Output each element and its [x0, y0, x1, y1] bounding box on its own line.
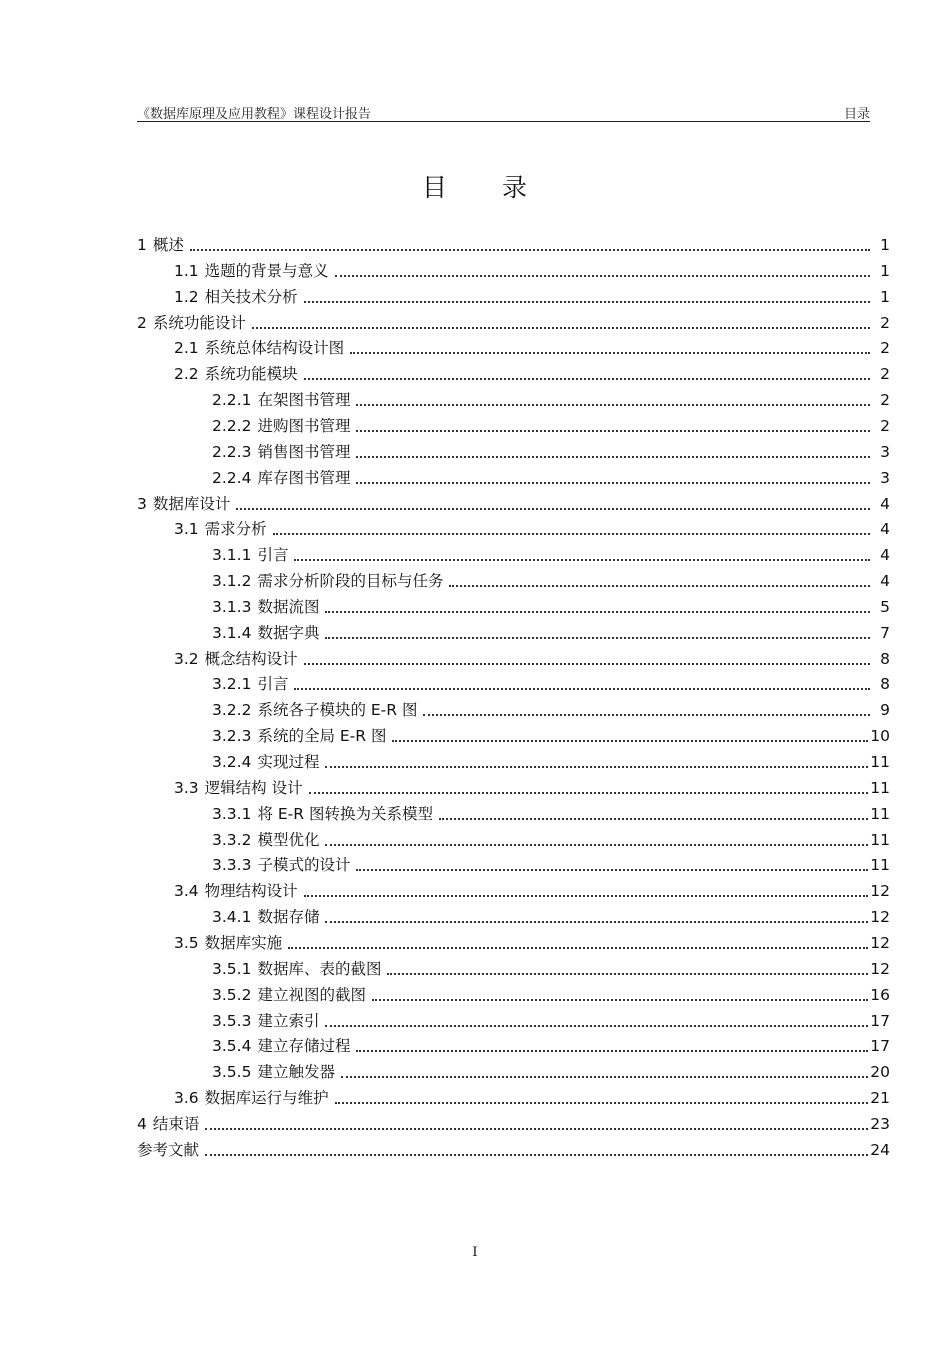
toc-entry[interactable]	[212, 384, 890, 410]
toc-entry[interactable]	[174, 332, 890, 358]
dot-leader	[392, 739, 868, 742]
toc-entry-page: 10	[870, 727, 890, 746]
toc-entry[interactable]	[212, 617, 890, 643]
toc-entry-number: 3.1.2	[212, 572, 252, 591]
toc-entry[interactable]	[212, 1005, 890, 1031]
toc-entry-page: 12	[870, 882, 890, 901]
toc-entry-number: 3	[137, 494, 147, 513]
toc-entry-number: 3.4.1	[212, 908, 252, 927]
toc-entry-page: 12	[870, 959, 890, 978]
toc-entry[interactable]	[137, 229, 890, 255]
toc-entry-number: 3.1.1	[212, 546, 252, 565]
toc-entry-page: 20	[870, 1063, 890, 1082]
toc-entry-number: 2	[137, 313, 147, 332]
dot-leader	[252, 326, 870, 329]
toc-entry[interactable]	[212, 410, 890, 436]
toc-entry[interactable]	[212, 1030, 890, 1056]
toc-entry-number: 2.2.3	[212, 442, 252, 461]
toc-entry-number: 2.2.1	[212, 391, 252, 410]
toc-entry-page: 1	[880, 287, 890, 306]
header-document-title: 《数据库原理及应用教程》课程设计报告	[137, 107, 372, 122]
toc-entry-title: 建立视图的截图	[257, 985, 366, 1004]
toc-entry-page: 2	[880, 391, 890, 410]
toc-entry-page: 11	[870, 753, 890, 771]
toc-entry[interactable]	[212, 694, 890, 720]
toc-entry-title: 相关技术分析	[204, 287, 298, 306]
dot-leader	[350, 351, 870, 354]
dot-leader	[325, 843, 868, 846]
toc-entry-title: 建立索引	[257, 1011, 320, 1030]
toc-entry[interactable]	[212, 565, 890, 591]
toc-entry-number: 3.5.1	[212, 959, 252, 978]
toc-entry-page: 2	[880, 416, 890, 435]
toc-entry-title: 建立触发器	[257, 1063, 335, 1082]
dot-leader	[325, 636, 870, 639]
toc-entry-number: 4	[137, 1114, 147, 1133]
toc-entry[interactable]	[212, 539, 890, 565]
toc-entry[interactable]	[174, 1082, 890, 1108]
toc-entry-number: 3.1.3	[212, 597, 252, 616]
toc-entry-page: 23	[870, 1114, 890, 1133]
dot-leader	[356, 455, 870, 458]
toc-entry[interactable]	[212, 824, 890, 850]
toc-entry-number: 3.2	[174, 649, 199, 668]
dot-leader	[236, 507, 870, 510]
dot-leader	[449, 584, 870, 587]
dot-leader	[372, 998, 868, 1001]
toc-entry-number: 3.6	[174, 1089, 199, 1108]
dot-leader	[309, 791, 869, 794]
toc-entry[interactable]	[174, 927, 890, 953]
title-char-2: 录	[502, 173, 529, 202]
toc-entry-page: 11	[870, 778, 890, 797]
toc-entry-title: 概念结构设计	[204, 649, 298, 668]
toc-entry-number: 3.3.1	[212, 804, 252, 823]
toc-entry-title: 数据库实施	[204, 933, 283, 952]
dot-leader	[190, 248, 870, 251]
toc-entry[interactable]	[174, 772, 890, 798]
toc-entry[interactable]	[212, 720, 890, 746]
toc-entry-number: 3.2.1	[212, 675, 252, 694]
toc-entry-number: 3.2.2	[212, 701, 252, 720]
toc-entry[interactable]	[212, 1056, 890, 1082]
dot-leader	[294, 558, 870, 561]
toc-entry-title: 系统的全局 E-R 图	[257, 727, 387, 746]
toc-entry[interactable]	[137, 488, 890, 514]
toc-entry-page: 4	[880, 520, 890, 539]
header-section-label: 目录	[843, 107, 870, 122]
dot-leader	[335, 274, 870, 277]
toc-entry-number: 2.2.2	[212, 416, 252, 435]
toc-entry[interactable]	[174, 255, 890, 281]
toc-entry-number: 2.2	[174, 365, 199, 384]
running-header	[137, 101, 870, 122]
toc-entry-number: 2.1	[174, 339, 199, 358]
toc-entry-page: 8	[880, 649, 890, 668]
toc-entry-number: 1	[137, 236, 147, 254]
dot-leader	[304, 300, 870, 303]
toc-entry-title: 实现过程	[257, 753, 320, 771]
toc-entry-page: 2	[880, 313, 890, 332]
dot-leader	[304, 377, 870, 380]
toc-entry-number: 3.1.4	[212, 623, 252, 642]
toc-entry-title: 数据库、表的截图	[257, 959, 382, 978]
toc-entry[interactable]	[137, 1108, 890, 1134]
toc-entry-page: 4	[880, 494, 890, 513]
toc-entry-number: 3.2.4	[212, 753, 252, 771]
toc-entry-title: 需求分析	[204, 520, 267, 539]
toc-entry-title: 系统功能设计	[152, 313, 246, 332]
toc-entry[interactable]	[212, 979, 890, 1005]
dot-leader	[341, 1075, 868, 1078]
toc-entry-page: 16	[870, 985, 890, 1004]
dot-leader	[205, 1127, 868, 1130]
toc-entry-title: 在架图书管理	[257, 391, 351, 410]
toc-entry-title: 概述	[152, 236, 184, 254]
dot-leader	[304, 662, 870, 665]
toc-entry-page: 11	[870, 804, 890, 823]
toc-entry-title: 数据存储	[257, 908, 320, 927]
toc-entry-page: 8	[880, 675, 890, 694]
toc-entry-number: 3.5.4	[212, 1037, 252, 1056]
toc-entry-number: 3.3.2	[212, 830, 252, 849]
toc-entry-title: 数据库运行与维护	[204, 1089, 329, 1108]
toc-entry[interactable]	[212, 849, 890, 875]
dot-leader	[273, 532, 870, 535]
toc-entry-title: 结束语	[152, 1114, 200, 1133]
toc-entry-title: 物理结构设计	[204, 882, 298, 901]
toc-entry[interactable]	[174, 875, 890, 901]
toc-entry-title: 将 E-R 图转换为关系模型	[257, 804, 433, 823]
dot-leader	[423, 713, 870, 716]
toc-entry-number: 3.3	[174, 778, 199, 797]
toc-entry-page: 3	[880, 442, 890, 461]
toc-entry-title: 子模式的设计	[257, 856, 351, 875]
toc-entry-number: 3.5.2	[212, 985, 252, 1004]
toc-entry-number: 3.5.3	[212, 1011, 252, 1030]
dot-leader	[304, 894, 869, 897]
dot-leader	[356, 868, 868, 871]
toc-entry[interactable]	[212, 462, 890, 488]
dot-leader	[325, 610, 870, 613]
toc-entry-title: 选题的背景与意义	[204, 261, 329, 280]
toc-entry-page: 12	[870, 908, 890, 927]
toc-entry-number: 3.5.5	[212, 1063, 252, 1082]
dot-leader	[356, 481, 870, 484]
toc-entry-title: 模型优化	[257, 830, 320, 849]
toc-entry-title: 进购图书管理	[257, 416, 351, 435]
toc-entry[interactable]	[212, 953, 890, 979]
toc-entry-page: 2	[880, 339, 890, 358]
toc-entry-title: 引言	[257, 675, 289, 694]
toc-entry-title: 销售图书管理	[257, 442, 351, 461]
dot-leader	[356, 1049, 868, 1052]
toc-entry[interactable]	[174, 643, 890, 669]
toc-entry[interactable]	[137, 307, 890, 333]
toc-entry-number: 2.2.4	[212, 468, 252, 487]
toc-entry[interactable]	[212, 746, 890, 772]
toc-entry-page: 17	[870, 1037, 890, 1056]
toc-entry-number: 3.4	[174, 882, 199, 901]
dot-leader	[356, 403, 870, 406]
toc-entry-page: 1	[880, 236, 890, 254]
toc-entry-page: 21	[870, 1089, 890, 1108]
dot-leader	[325, 1024, 868, 1027]
toc-entry-page: 11	[870, 830, 890, 849]
toc-entry-page: 9	[880, 701, 890, 720]
dot-leader	[356, 429, 870, 432]
dot-leader	[288, 946, 868, 949]
toc-entry-title: 需求分析阶段的目标与任务	[257, 572, 444, 591]
dot-leader	[325, 765, 868, 768]
toc-entry-number: 3.1	[174, 520, 199, 539]
page-title	[0, 168, 950, 204]
toc-entry-title: 系统总体结构设计图	[204, 339, 345, 358]
dot-leader	[387, 972, 868, 975]
toc-entry-title: 引言	[257, 546, 289, 565]
toc-entry[interactable]	[137, 1134, 890, 1160]
toc-entry-page: 17	[870, 1011, 890, 1030]
toc-entry-page: 24	[870, 1140, 890, 1159]
toc-entry[interactable]	[212, 901, 890, 927]
title-char-1: 目	[421, 173, 448, 202]
toc-entry-title: 建立存储过程	[257, 1037, 351, 1056]
toc-entry[interactable]	[212, 798, 890, 824]
toc-entry[interactable]	[212, 436, 890, 462]
toc-entry-number: 1.2	[174, 287, 199, 306]
toc-entry-page: 3	[880, 468, 890, 487]
toc-entry-page: 11	[870, 856, 890, 875]
toc-entry-title: 逻辑结构 设计	[204, 778, 303, 797]
toc-entry-page: 4	[880, 546, 890, 565]
toc-entry-number: 3.5	[174, 933, 199, 952]
toc-entry-title: 数据流图	[257, 597, 320, 616]
page-number: I	[472, 1245, 478, 1260]
dot-leader	[439, 817, 868, 820]
toc-entry-page: 4	[880, 572, 890, 591]
toc-entry-title: 参考文献	[137, 1140, 200, 1159]
dot-leader	[325, 920, 868, 923]
toc-entry[interactable]	[174, 281, 890, 307]
toc-entry[interactable]	[212, 591, 890, 617]
toc-entry[interactable]	[174, 513, 890, 539]
toc-entry-title: 系统各子模块的 E-R 图	[257, 701, 418, 720]
toc-entry[interactable]	[212, 668, 890, 694]
toc-entry-title: 数据库设计	[152, 494, 231, 513]
toc-entry[interactable]	[174, 358, 890, 384]
toc-entry-page: 12	[870, 933, 890, 952]
dot-leader	[205, 1153, 868, 1156]
toc-entry-page: 7	[880, 623, 890, 642]
toc-entry-number: 3.3.3	[212, 856, 252, 875]
toc-entry-page: 2	[880, 365, 890, 384]
toc-entry-page: 5	[880, 597, 890, 616]
toc-entry-title: 系统功能模块	[204, 365, 298, 384]
toc-entry-title: 库存图书管理	[257, 468, 351, 487]
toc-entry-number: 3.2.3	[212, 727, 252, 746]
dot-leader	[294, 687, 870, 690]
dot-leader	[335, 1101, 869, 1104]
toc-entry-number: 1.1	[174, 261, 199, 280]
toc-entry-page: 1	[880, 261, 890, 280]
toc-entry-title: 数据字典	[257, 623, 320, 642]
